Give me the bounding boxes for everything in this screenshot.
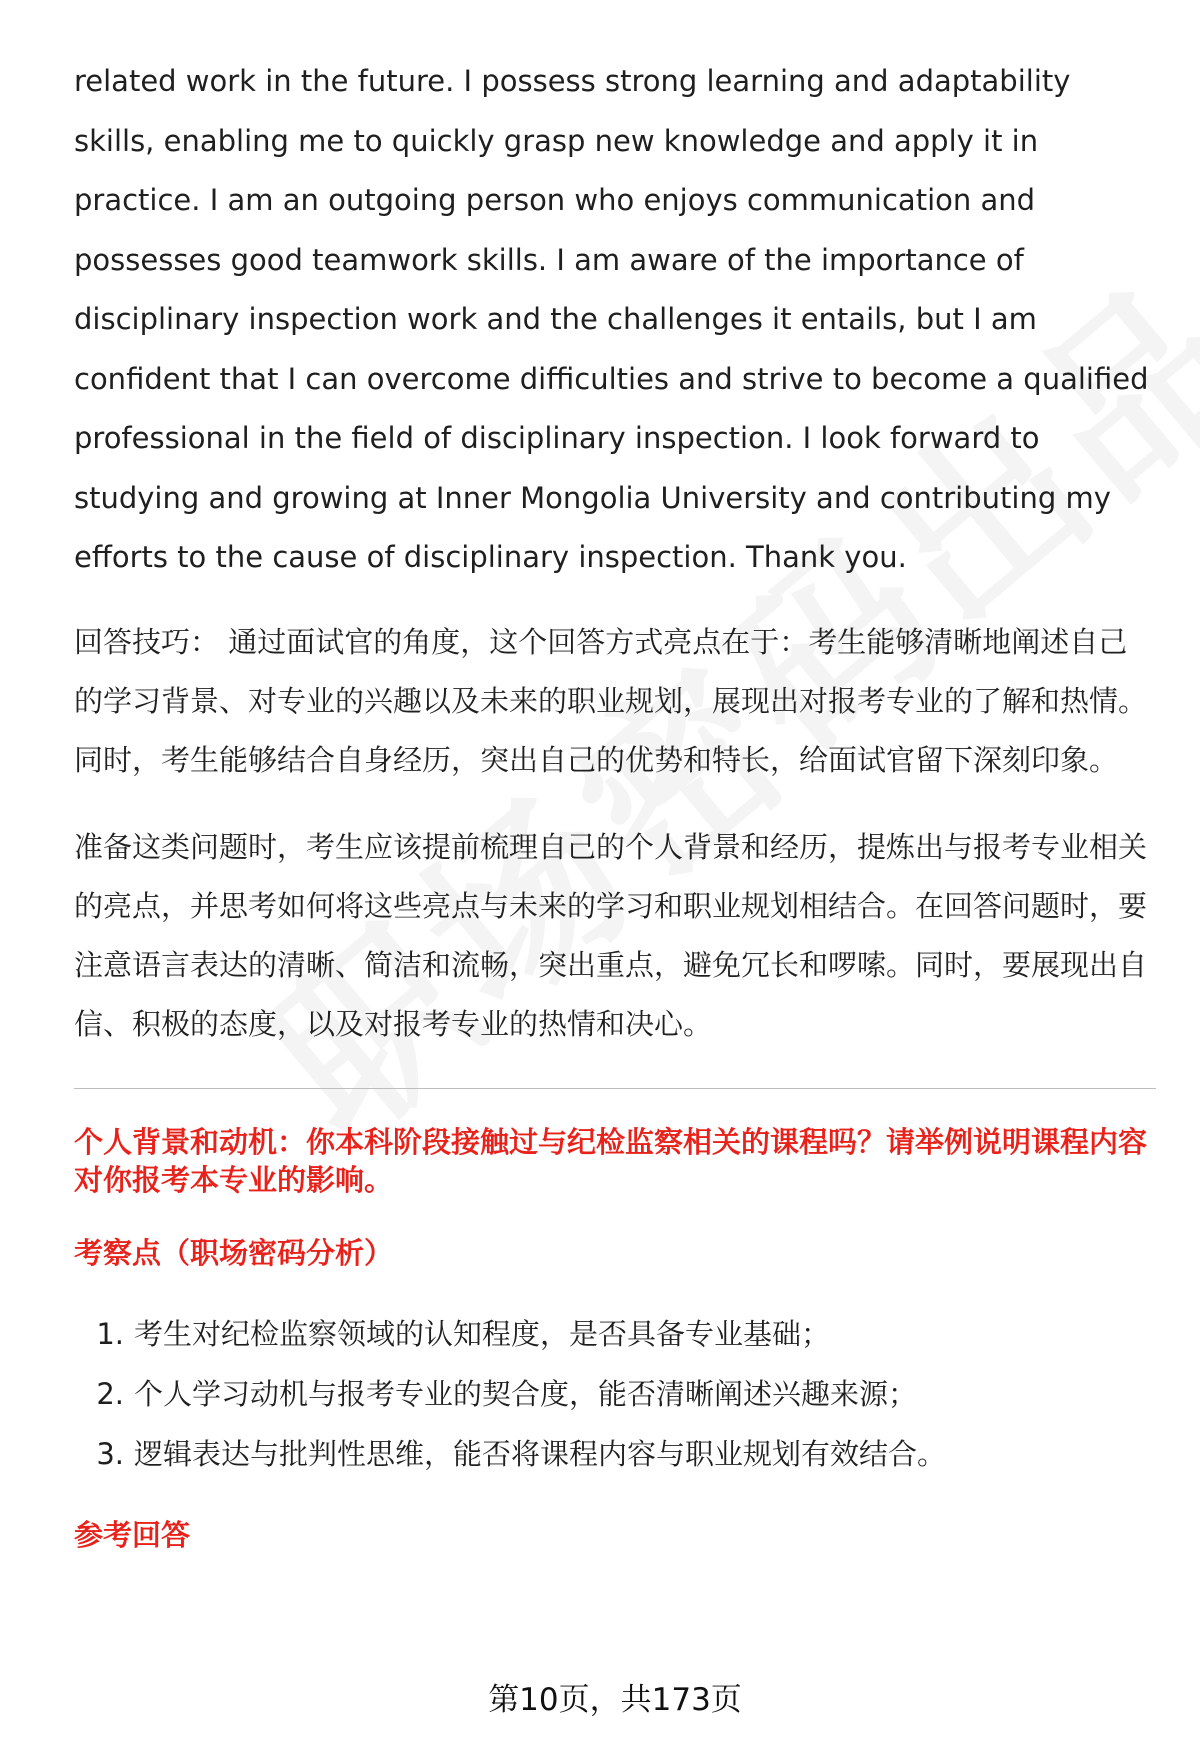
list-item-text: 逻辑表达与批判性思维，能否将课程内容与职业规划有效结合。 — [134, 1436, 947, 1471]
list-item-text: 考生对纪检监察领域的认知程度，是否具备专业基础； — [134, 1316, 831, 1351]
list-item — [74, 1364, 1154, 1424]
list-item-number: 1. — [96, 1316, 124, 1351]
page-number-footer: 第10页，共173页 — [488, 1682, 742, 1718]
section-divider — [74, 1088, 1156, 1089]
list-item-number: 3. — [96, 1436, 124, 1471]
list-item — [74, 1424, 1154, 1484]
question-heading: 个人背景和动机：你本科阶段接触过与纪检监察相关的课程吗？请举例说明课程内容对你报考本专业的影响。 — [74, 1124, 1148, 1197]
preparation-advice-paragraph: 准备这类问题时，考生应该提前梳理自己的个人背景和经历，提炼出与报考专业相关的亮点，并思考如何将这些亮点与未来的学习和职业规划相结合。在回答问题时，要注意语言表达的清晰、简洁和流畅，突出重点，避免冗长和啰嗦。同时，要展现出自信、积极的态度，以及对报考专业的热情和决心。 — [74, 829, 1148, 1041]
list-item-text: 个人学习动机与报考专业的契合度，能否清晰阐述兴趣来源； — [134, 1376, 918, 1411]
assessment-points-list — [74, 1304, 1154, 1484]
list-item — [74, 1304, 1154, 1364]
list-item-number: 2. — [96, 1376, 124, 1411]
english-answer-paragraph: related work in the future. I possess strong learning and adaptability skills, enabling me to quickly grasp new knowledge and apply it in practice. I am an outgoing person who enjoys communication and possesses good teamwork skills. I am aware of the importance of disciplinary inspection work and the challenges it entails, but I am confident that I can overcome difficulties and strive to become a qualified professional in the field of disciplinary inspection. I look forward to studying and growing at Inner Mongolia University and contributing my efforts to the cause of disciplinary inspection. Thank you. — [74, 64, 1149, 574]
reference-answer-heading: 参考回答 — [74, 1517, 191, 1552]
answer-tips-paragraph: 回答技巧： 通过面试官的角度，这个回答方式亮点在于：考生能够清晰地阐述自己的学习背景、对专业的兴趣以及未来的职业规划，展现出对报考专业的了解和热情。同时，考生能够结合自身经历，突出自己的优势和特长，给面试官留下深刻印象。 — [74, 624, 1148, 777]
document-body — [74, 52, 1154, 1554]
assessment-heading: 考察点（职场密码分析） — [74, 1235, 394, 1270]
